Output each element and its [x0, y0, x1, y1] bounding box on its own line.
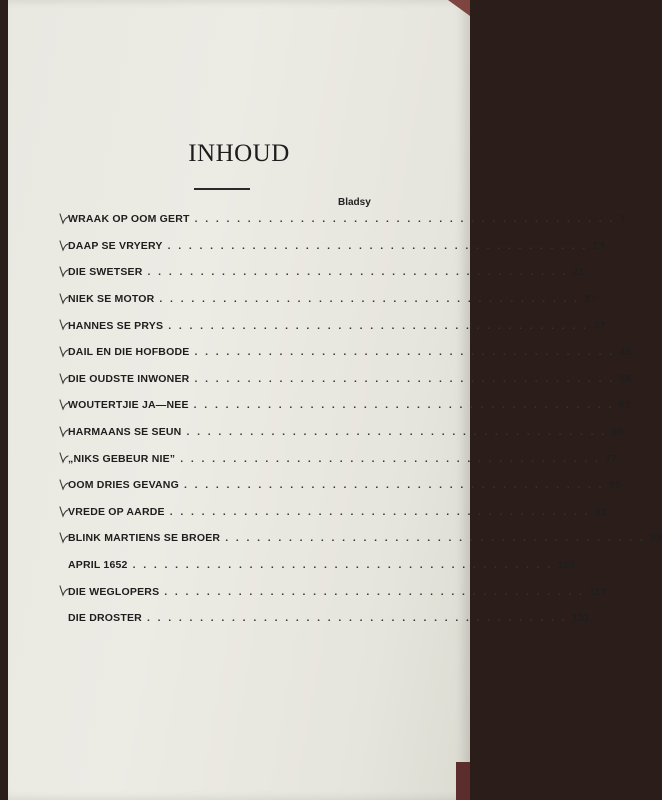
toc-entry-page-number: 91 — [594, 505, 607, 518]
pencil-check-mark-icon — [59, 504, 69, 518]
pencil-check-mark-icon — [59, 317, 69, 331]
toc-entry-title: DIE SWETSER — [68, 266, 143, 279]
pencil-check-mark-icon — [59, 344, 69, 358]
toc-entry — [68, 233, 605, 260]
toc-entry — [68, 605, 591, 632]
dot-leader: . . . . . . . . . . . . . . . . . . . . . . . . . . . . . . . . . . . . . . . . — [183, 479, 604, 492]
toc-entry-title: DIE DROSTER — [68, 612, 142, 625]
dot-leader: . . . . . . . . . . . . . . . . . . . . . . . . . . . . . . . . . . . . . . . . — [146, 612, 568, 625]
toc-entry-title: DIE OUDSTE INWONER — [68, 372, 190, 385]
toc-entry-page-number: 13 — [592, 239, 605, 252]
toc-entry-page-number: 61 — [618, 399, 631, 412]
dot-leader: . . . . . . . . . . . . . . . . . . . . . . . . . . . . . . . . . . . . . . . . — [159, 293, 580, 306]
pencil-check-mark-icon — [59, 238, 69, 252]
pencil-check-mark-icon — [59, 450, 69, 464]
pencil-check-mark-icon — [59, 211, 69, 225]
page-column-label: Bladsy — [338, 197, 371, 208]
toc-entry — [68, 419, 624, 446]
toc-entry — [68, 445, 618, 472]
dot-leader: . . . . . . . . . . . . . . . . . . . . . . . . . . . . . . . . . . . . . . . . — [225, 532, 646, 545]
dot-leader: . . . . . . . . . . . . . . . . . . . . . . . . . . . . . . . . . . . . . . . . — [167, 239, 588, 252]
dot-leader: . . . . . . . . . . . . . . . . . . . . . . . . . . . . . . . . . . . . . . . . — [186, 426, 607, 439]
toc-entry-page-number: 77 — [605, 452, 618, 465]
toc-entry — [68, 472, 622, 499]
pencil-check-mark-icon — [59, 371, 69, 385]
toc-entry-title: HARMAANS SE SEUN — [68, 426, 182, 439]
pencil-check-mark-icon — [59, 583, 69, 597]
toc-entry-title: DAAP SE VRYERY — [68, 239, 163, 252]
toc-entry — [68, 552, 576, 579]
toc-entry-title: APRIL 1652 — [68, 559, 128, 572]
toc-entry-title: VREDE OP AARDE — [68, 505, 165, 518]
book-page — [8, 0, 662, 800]
dot-leader: . . . . . . . . . . . . . . . . . . . . . . . . . . . . . . . . . . . . . . . . — [194, 213, 615, 226]
dot-leader: . . . . . . . . . . . . . . . . . . . . . . . . . . . . . . . . . . . . . . . . — [132, 559, 553, 572]
toc-entry-page-number: 99 — [650, 532, 662, 545]
table-of-contents — [68, 206, 662, 632]
page-corner-bottom — [456, 762, 470, 800]
dot-leader: . . . . . . . . . . . . . . . . . . . . . . . . . . . . . . . . . . . . . . . . — [193, 399, 614, 412]
pencil-check-mark-icon — [59, 530, 69, 544]
toc-entry-page-number: 58 — [619, 372, 632, 385]
pencil-check-mark-icon — [59, 424, 69, 438]
toc-entry-page-number: 21 — [572, 266, 585, 279]
page-corner-top — [448, 0, 470, 16]
toc-entry-title: BLINK MARTIENS SE BROER — [68, 532, 221, 545]
toc-entry — [68, 339, 632, 366]
toc-entry-page-number: 37 — [593, 319, 606, 332]
toc-entry-page-number: 69 — [611, 426, 624, 439]
dot-leader: . . . . . . . . . . . . . . . . . . . . . . . . . . . . . . . . . . . . . . . . — [194, 372, 615, 385]
pencil-check-mark-icon — [59, 264, 69, 278]
toc-entry-page-number: 107 — [557, 559, 576, 572]
toc-entry — [68, 392, 631, 419]
toc-entry — [68, 259, 585, 286]
toc-entry-page-number: 7 — [619, 213, 626, 226]
toc-entry — [68, 366, 632, 393]
toc-entry-page-number: 27 — [584, 293, 597, 306]
dot-leader: . . . . . . . . . . . . . . . . . . . . . . . . . . . . . . . . . . . . . . . . — [169, 505, 590, 518]
dot-leader: . . . . . . . . . . . . . . . . . . . . . . . . . . . . . . . . . . . . . . . . — [168, 319, 589, 332]
dot-leader: . . . . . . . . . . . . . . . . . . . . . . . . . . . . . . . . . . . . . . . . — [180, 452, 601, 465]
toc-entry-title: WOUTERTJIE JA—NEE — [68, 399, 189, 412]
toc-entry — [68, 499, 607, 526]
toc-entry-title: „NIKS GEBEUR NIE” — [68, 452, 176, 465]
dot-leader: . . . . . . . . . . . . . . . . . . . . . . . . . . . . . . . . . . . . . . . . — [147, 266, 568, 279]
title-rule — [194, 188, 250, 190]
toc-entry — [68, 286, 597, 313]
toc-entry-title: WRAAK OP OOM GERT — [68, 213, 190, 226]
toc-entry — [68, 525, 662, 552]
pencil-check-mark-icon — [59, 477, 69, 491]
dot-leader: . . . . . . . . . . . . . . . . . . . . . . . . . . . . . . . . . . . . . . . . — [164, 585, 585, 598]
toc-entry-page-number: 45 — [619, 346, 632, 359]
toc-entry — [68, 206, 626, 233]
toc-entry — [68, 312, 606, 339]
toc-entry-title: OOM DRIES GEVANG — [68, 479, 179, 492]
pencil-check-mark-icon — [59, 291, 69, 305]
toc-entry-title: NIEK SE MOTOR — [68, 293, 155, 306]
pencil-check-mark-icon — [59, 397, 69, 411]
toc-entry-page-number: 85 — [609, 479, 622, 492]
page-title: INHOUD — [188, 140, 290, 167]
toc-entry-page-number: 117 — [589, 585, 607, 598]
toc-entry-title: DAIL EN DIE HOFBODE — [68, 346, 190, 359]
toc-entry — [68, 578, 607, 605]
toc-entry-page-number: 131 — [572, 612, 591, 625]
toc-entry-title: HANNES SE PRYS — [68, 319, 164, 332]
toc-entry-title: DIE WEGLOPERS — [68, 585, 160, 598]
dot-leader: . . . . . . . . . . . . . . . . . . . . . . . . . . . . . . . . . . . . . . . . — [194, 346, 615, 359]
